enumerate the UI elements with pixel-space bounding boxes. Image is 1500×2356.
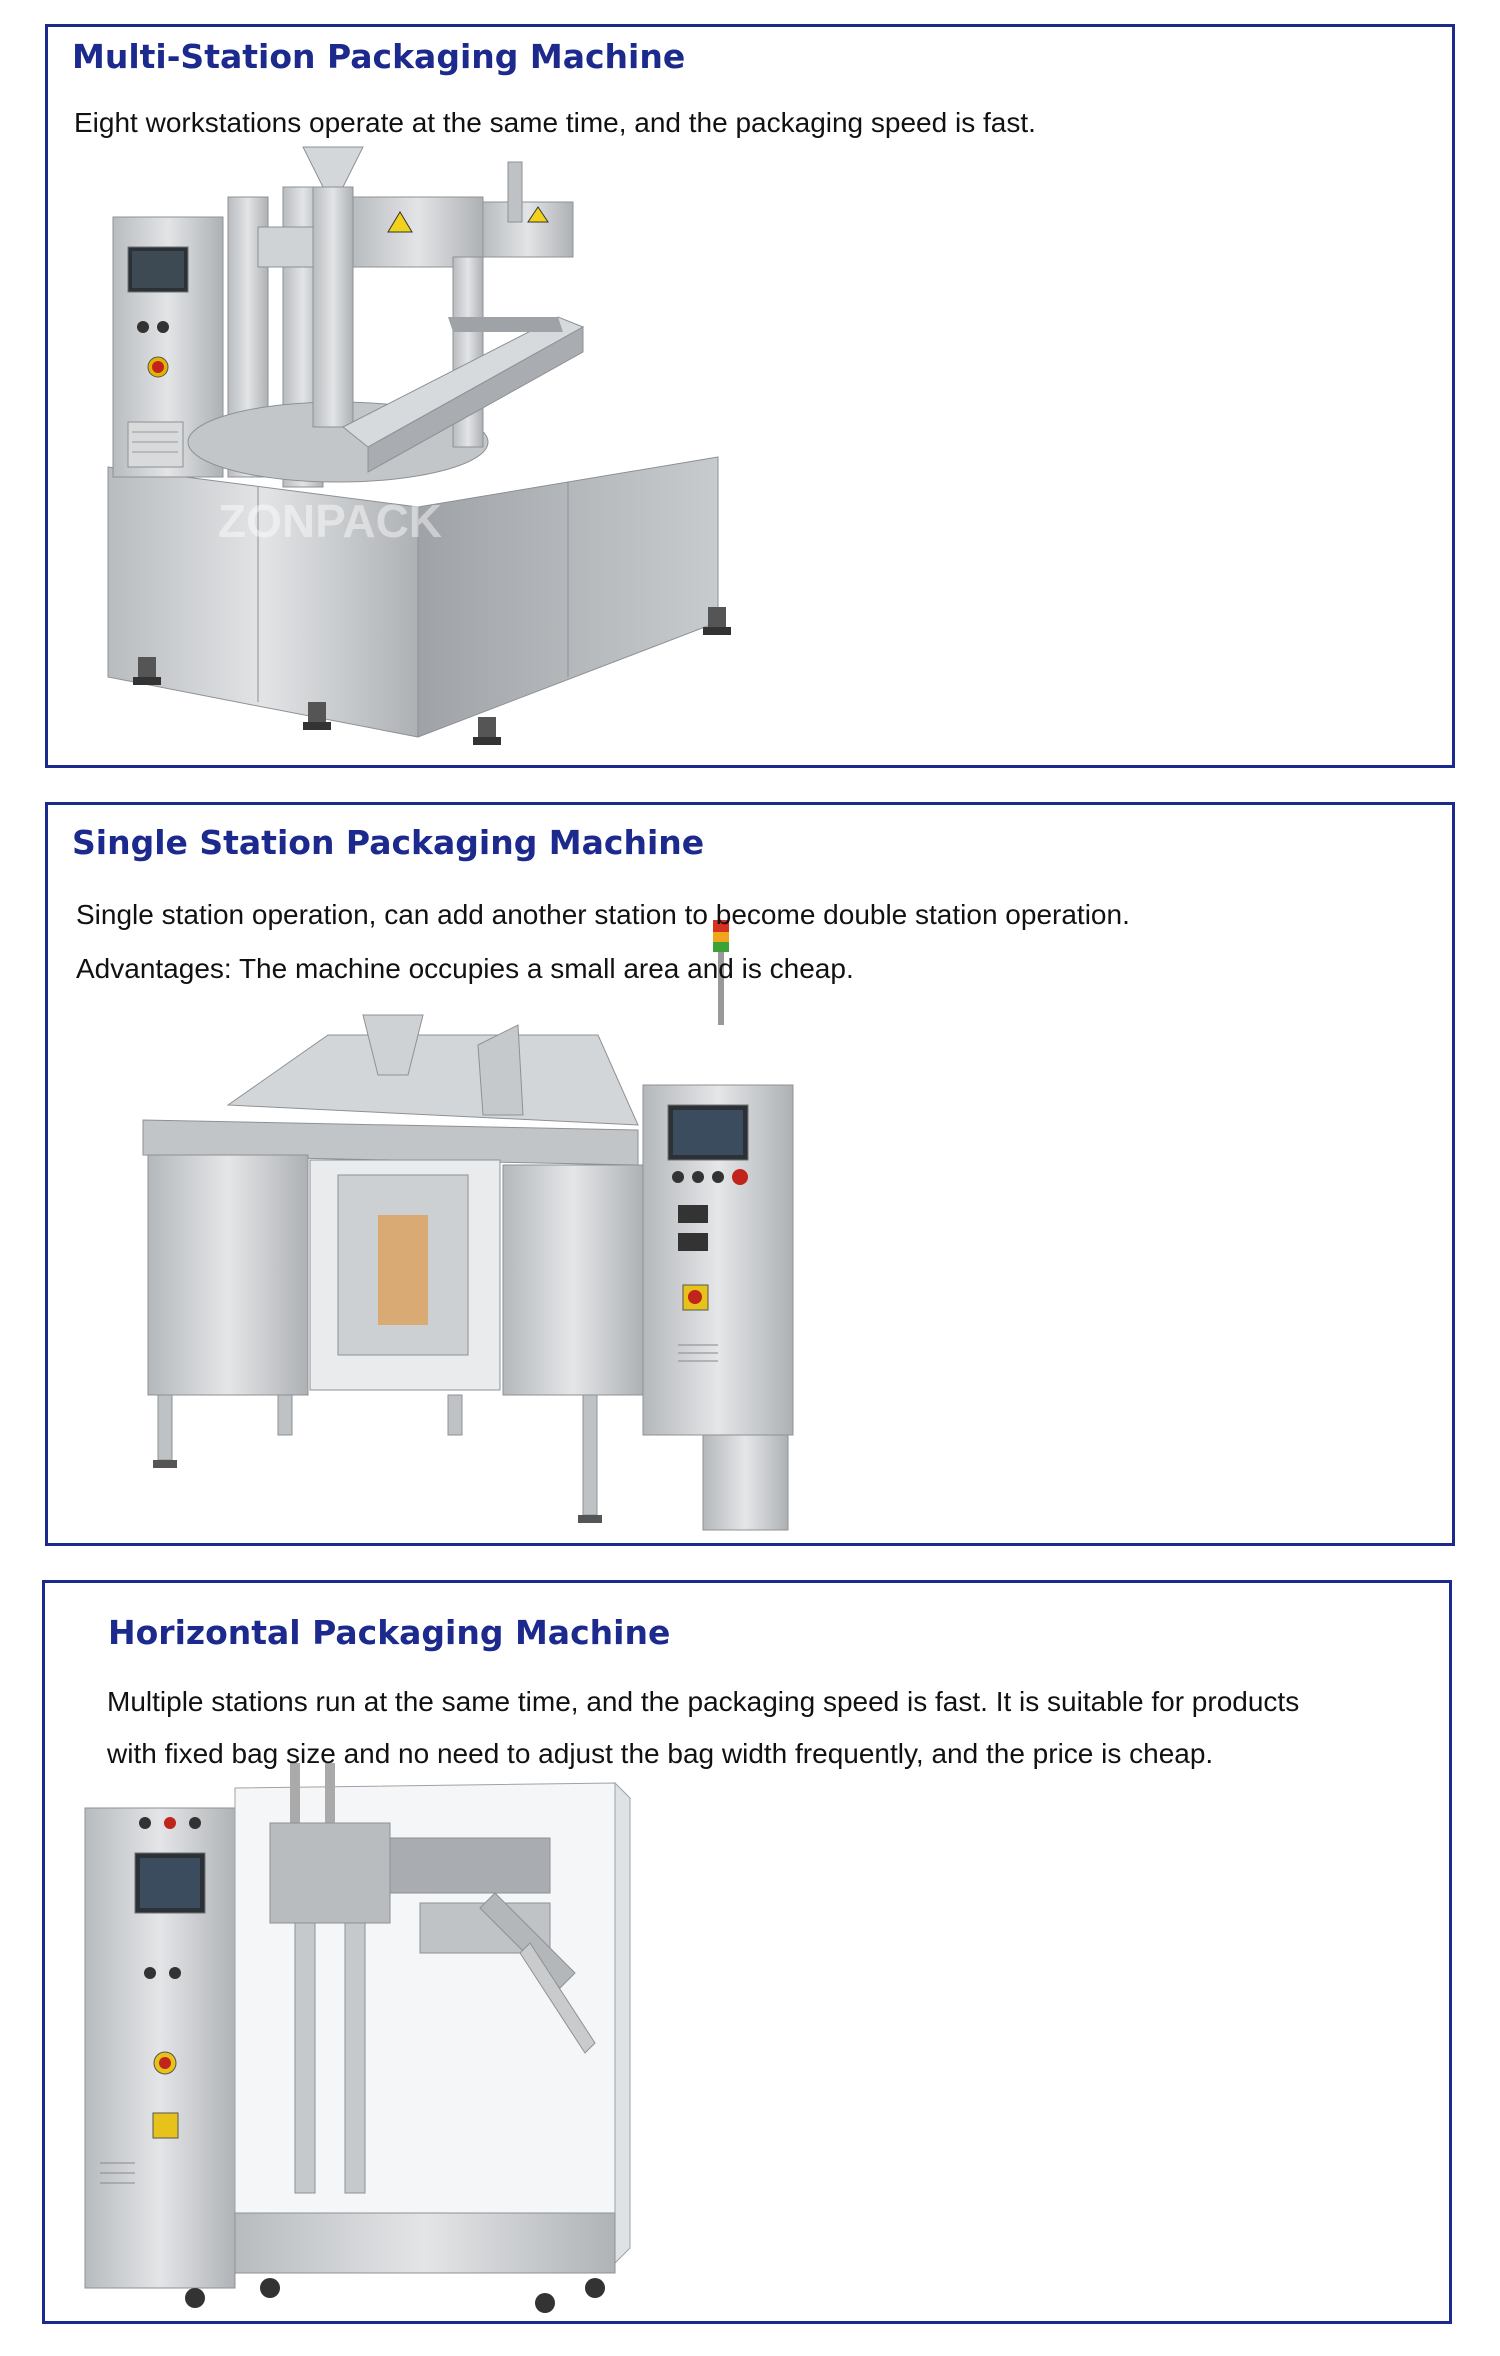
section-description-line-1: Single station operation, can add another station to become double station operation. xyxy=(76,899,1130,930)
section-description: Eight workstations operate at the same time, and the packaging speed is fast. xyxy=(74,107,1036,138)
single-station-packaging-machine-photo xyxy=(78,915,798,1535)
section-title: Horizontal Packaging Machine xyxy=(108,1613,671,1652)
section-title: Single Station Packaging Machine xyxy=(72,823,705,862)
single-station-card xyxy=(45,802,1455,1546)
section-description-line-1: Multiple stations run at the same time, and the packaging speed is fast. It is suitable for products xyxy=(107,1686,1300,1717)
watermark-logo: ZONPACK xyxy=(218,495,443,547)
section-description-line-2: Advantages: The machine occupies a small area and is cheap. xyxy=(76,953,854,984)
section-title: Multi-Station Packaging Machine xyxy=(72,37,686,76)
multi-station-card xyxy=(45,24,1455,768)
section-description-line-2: with fixed bag size and no need to adjust the bag width frequently, and the price is cheap. xyxy=(107,1738,1214,1769)
multi-station-packaging-machine-photo xyxy=(88,177,868,767)
horizontal-machine-card xyxy=(42,1580,1452,2324)
horizontal-packaging-machine-photo xyxy=(75,1743,895,2323)
